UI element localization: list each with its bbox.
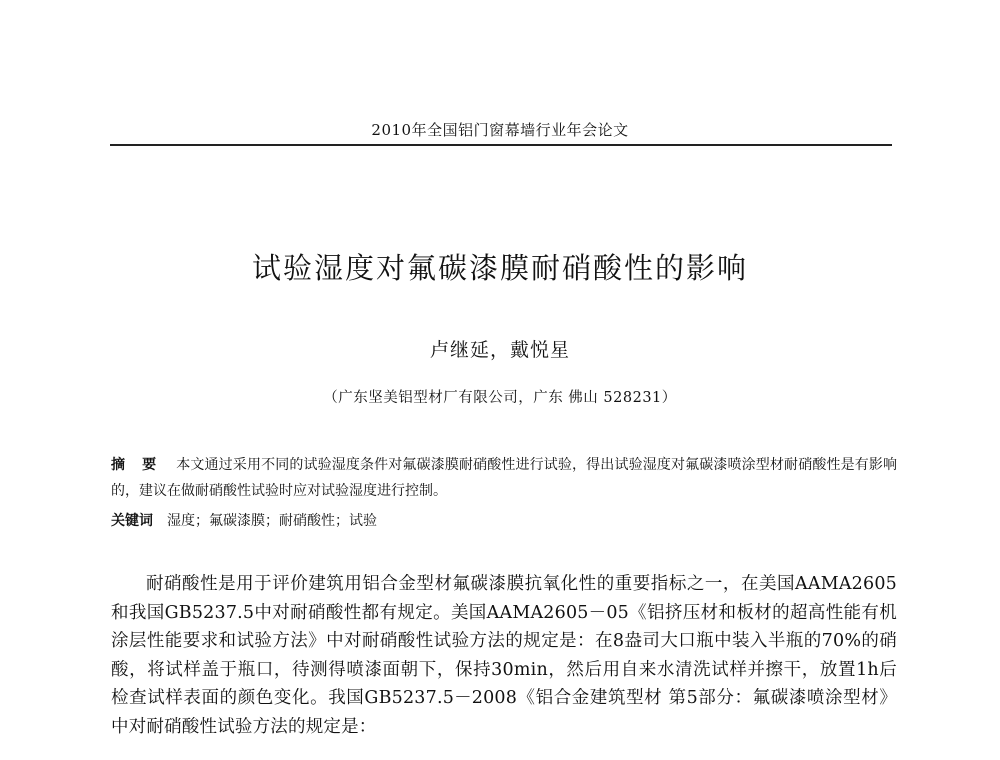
abstract-label: 摘 要: [111, 457, 163, 473]
keywords-text: 湿度；氟碳漆膜；耐硝酸性；试验: [167, 513, 377, 529]
keywords: [111, 508, 897, 534]
abstract-text: 本文通过采用不同的试验湿度条件对氟碳漆膜耐硝酸性进行试验，得出试验湿度对氟碳漆喷涂型材耐硝酸性是有影响的，建议在做耐硝酸性试验时应对试验湿度进行控制。: [111, 457, 897, 499]
paper-title: 试验湿度对氟碳漆膜耐硝酸性的影响: [251, 251, 748, 285]
paper-authors: 卢继延，戴悦星: [429, 339, 570, 361]
running-header: 2010年全国铝门窗幕墙行业年会论文: [371, 121, 629, 139]
paper-affiliation: （广东坚美铝型材厂有限公司，广东 佛山 528231）: [323, 390, 677, 406]
body-paragraph: 耐硝酸性是用于评价建筑用铝合金型材氟碳漆膜抗氧化性的重要指标之一，在美国AAMA2605和我国GB5237.5中对耐硝酸性都有规定。美国AAMA2605－05《铝挤压材和板材的超高性能有机涂层性能要求和试验方法》中对耐硝酸性试验方法的规定是：在8盎司大口瓶中装入半瓶的70%的硝酸，将试样盖于瓶口，待测得喷漆面朝下，保持30min，然后用自来水清洗试样并擦干，放置1h后检查试样表面的颜色变化。我国GB5237.5－2008《铝合金建筑型材 第5部分：氟碳漆喷涂型材》中对耐硝酸性试验方法的规定是：: [111, 574, 897, 737]
header-rule: [110, 144, 892, 146]
abstract: [111, 452, 897, 504]
keywords-label: 关键词: [111, 513, 153, 529]
